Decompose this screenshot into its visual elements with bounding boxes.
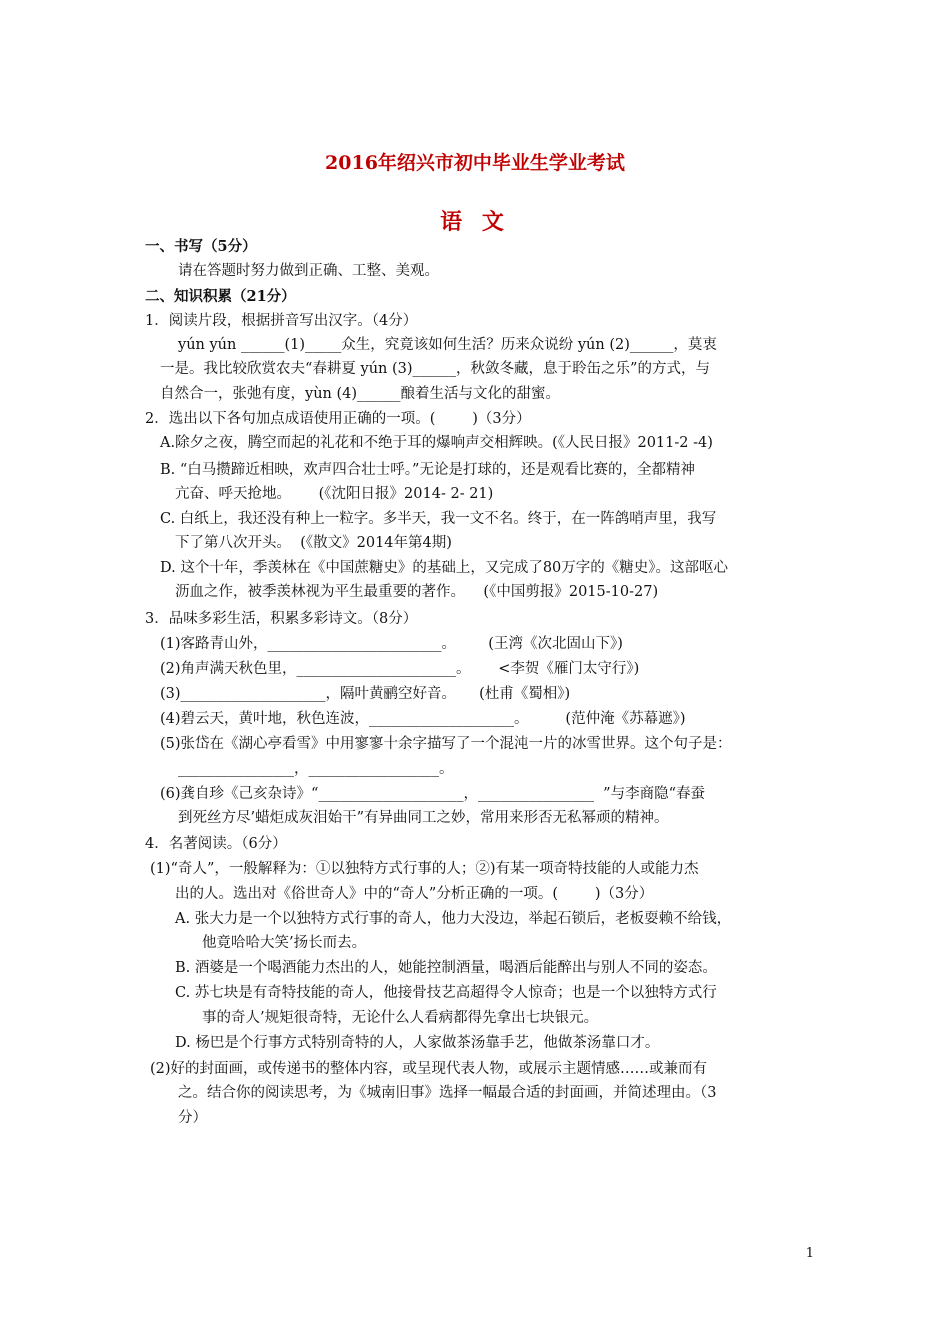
text-line: 3．品味多彩生活，积累多彩诗文。（8分） <box>145 611 418 627</box>
text-line: A.除夕之夜，腾空而起的礼花和不绝于耳的爆响声交相辉映。(《人民日报》2011-2 -4) <box>160 435 713 451</box>
exam-title: 2016年绍兴市初中毕业生学业考试 <box>325 152 625 174</box>
text-line: 他竟哈哈大笑’扬长而去。 <box>202 935 367 951</box>
text-line: 一是。我比较欣赏农夫“春耕夏 yún (3)______，秋敛冬藏，息于聆缶之乐”的方式，与 <box>160 361 710 377</box>
text-line: yún yún ______(1)_____众生，究竟该如何生活？历来众说纷 yún (2)______，莫衷 <box>178 337 717 353</box>
text-line: 2．选出以下各句加点成语使用正确的一项。( )（3分） <box>145 411 531 427</box>
text-line: (3)____________________，隔叶黄鹂空好音。 (杜甫《蜀相》) <box>160 686 571 702</box>
text-line: 请在答题时努力做到正确、工整、美观。 <box>178 263 439 279</box>
text-line: 1．阅读片段，根据拼音写出汉字。（4分） <box>145 313 418 329</box>
text-line: D. 这个十年，季羡林在《中国蔗糖史》的基础上，又完成了80万字的《糖史》。这部呕心 <box>160 560 729 576</box>
text-line: 事的奇人’规矩很奇特，无论什么人看病都得先拿出七块银元。 <box>202 1010 599 1026</box>
text-line: 4．名著阅读。（6分） <box>145 836 287 852</box>
text-line: 分） <box>178 1110 207 1126</box>
text-line: 之。结合你的阅读思考，为《城南旧事》选择一幅最合适的封面画，并简述理由。（3 <box>178 1085 717 1101</box>
text-line: 沥血之作，被季羡林视为平生最重要的著作。 (《中国剪报》2015-10-27) <box>175 584 659 600</box>
text-line: B. 酒婆是一个喝酒能力杰出的人，她能控制酒量，喝酒后能醉出与别人不同的姿态。 <box>175 960 717 976</box>
text-line: (1)“奇人”，一般解释为：①以独特方式行事的人；②)有某一项奇特技能的人或能力杰 <box>150 861 699 877</box>
text-line: 自然合一，张弛有度，yùn (4)______酿着生活与文化的甜蜜。 <box>160 386 561 402</box>
text-line: A. 张大力是一个以独特方式行事的奇人，他力大没边，举起石锁后，老板耍赖不给钱， <box>175 911 732 927</box>
text-line: 下了第八次开头。 (《散文》2014年第4期) <box>175 535 452 551</box>
text-line: (4)碧云天，黄叶地，秋色连波，____________________。 (范仲淹《苏幕遮》) <box>160 711 686 727</box>
page-number: 1 <box>805 1246 814 1261</box>
text-line: (1)客路青山外，________________________。 (王湾《次北固山下》) <box>160 636 623 652</box>
text-line: C. 白纸上，我还没有种上一粒字。多半天，我一文不名。终于，在一阵鸽哨声里，我写 <box>160 511 717 527</box>
subject-title: 语 文 <box>440 209 510 235</box>
text-line: ________________，__________________。 <box>178 761 454 777</box>
text-line: (5)张岱在《湖心亭看雪》中用寥寥十余字描写了一个混沌一片的冰雪世界。这个句子是： <box>160 736 732 752</box>
text-line: (2)好的封面画，或传递书的整体内容，或呈现代表人物，或展示主题情感……或兼而有 <box>150 1061 708 1077</box>
text-line: 亢奋、呼天抢地。 (《沈阳日报》2014- 2- 21) <box>175 486 494 502</box>
text-line: (6)龚自珍《己亥杂诗》“____________________，________________ ”与李商隐“春蚕 <box>160 786 705 802</box>
text-line: D. 杨巴是个行事方式特别奇特的人，人家做茶汤靠手艺，他做茶汤靠口才。 <box>175 1035 660 1051</box>
text-line: B. “白马攒蹄近相映，欢声四合壮士呼。”无论是打球的，还是观看比赛的，全都精神 <box>160 462 695 478</box>
section-heading: 二、知识积累（21分） <box>145 288 296 305</box>
text-line: C. 苏七块是有奇特技能的奇人，他接骨技艺高超得令人惊奇；也是一个以独特方式行 <box>175 985 717 1001</box>
section-heading: 一、书写（5分） <box>145 238 257 255</box>
text-line: (2)角声满天秋色里，______________________。 <李贺《雁门太守行》) <box>160 661 640 677</box>
text-line: 到死丝方尽’蜡炬成灰泪始干”有异曲同工之妙，常用来形否无私幂顽的精神。 <box>178 810 669 826</box>
text-line: 出的人。选出对《俗世奇人》中的“奇人”分析正确的一项。( )（3分） <box>175 886 654 902</box>
